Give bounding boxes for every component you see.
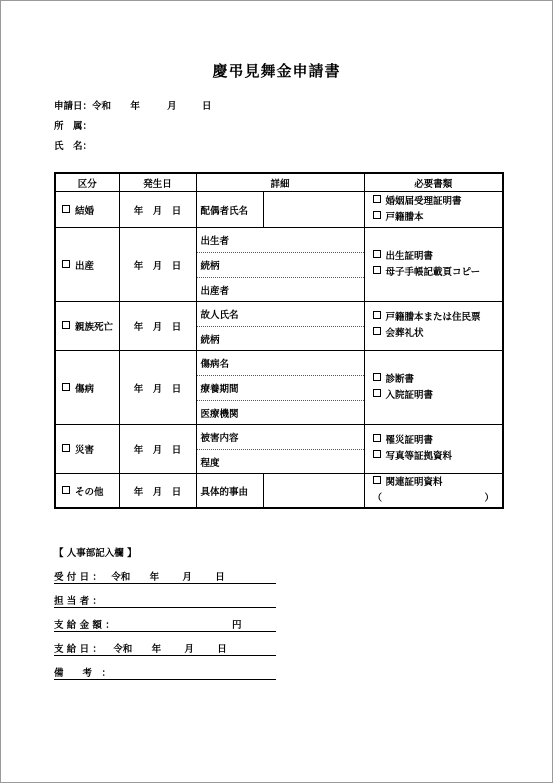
docs-cell	[364, 425, 503, 474]
date-cell: 年 月 日	[119, 425, 196, 474]
checkbox-icon[interactable]	[373, 311, 381, 319]
checkbox-icon[interactable]	[62, 444, 70, 452]
detail-label: 出生者	[197, 228, 364, 253]
detail-cell	[196, 474, 364, 509]
detail-label: 具体的事由	[197, 474, 264, 507]
docs-cell	[364, 302, 503, 351]
doc-item[interactable]: 母子手帳記載頁コピー	[373, 265, 503, 281]
table-row	[55, 425, 503, 474]
table-row	[55, 351, 503, 425]
apply-year-label: 年	[130, 101, 140, 112]
divider	[54, 631, 276, 632]
hr-remarks-row[interactable]	[54, 665, 276, 679]
date-cell: 年 月 日	[119, 228, 196, 302]
checkbox-icon[interactable]	[373, 373, 381, 381]
table-row	[55, 228, 503, 302]
doc-item[interactable]: 診断書	[373, 372, 503, 388]
checkbox-icon[interactable]	[373, 250, 381, 258]
table-row	[55, 302, 503, 351]
detail-label: 医療機関	[200, 408, 239, 420]
detail-input[interactable]	[263, 192, 364, 227]
doc-item[interactable]: 婚姻届受理証明書	[373, 194, 503, 210]
hr-paydate-row[interactable]	[54, 641, 276, 655]
apply-month-label: 月	[167, 101, 177, 112]
category-cell[interactable]	[55, 192, 119, 228]
detail-cell	[196, 351, 364, 425]
paren-close: ）	[484, 492, 494, 504]
date-cell: 年 月 日	[119, 474, 196, 509]
category-label: 傷病	[75, 383, 95, 395]
detail-label: 故人氏名	[197, 302, 364, 327]
hr-person-row[interactable]	[54, 593, 276, 607]
docs-cell	[364, 228, 503, 302]
detail-label: 続柄	[200, 334, 220, 346]
category-cell[interactable]	[55, 351, 119, 425]
detail-label: 出産者	[200, 285, 230, 297]
detail-label: 続柄	[197, 253, 364, 278]
checkbox-icon[interactable]	[373, 211, 381, 219]
col-header-date: 発生日	[119, 173, 196, 192]
hr-amount-row[interactable]	[54, 617, 276, 631]
detail-cell	[196, 192, 364, 228]
apply-date-line	[54, 98, 212, 112]
detail-cell	[196, 302, 364, 351]
detail-input[interactable]	[263, 474, 364, 507]
hr-paydate-label: 支 給 日 ：	[54, 644, 102, 655]
category-cell[interactable]	[55, 302, 119, 351]
detail-label: 被害内容	[197, 425, 364, 450]
category-label: 親族死亡	[75, 322, 114, 333]
detail-cell	[196, 228, 364, 302]
hr-day-label: 日	[215, 572, 225, 583]
doc-item[interactable]: 出生証明書	[373, 249, 503, 265]
col-header-docs: 必要書類	[364, 173, 503, 192]
hr-month-label: 月	[182, 572, 192, 583]
date-cell: 年 月 日	[119, 302, 196, 351]
date-cell: 年 月 日	[119, 192, 196, 228]
doc-item[interactable]: 関連証明資料	[373, 475, 503, 491]
hr-received-row[interactable]	[54, 569, 276, 583]
detail-label: 療養期間	[197, 376, 364, 401]
paren-open: （	[372, 492, 383, 504]
checkbox-icon[interactable]	[373, 266, 381, 274]
table-row	[55, 474, 503, 509]
docs-cell	[364, 192, 503, 228]
detail-label: 程度	[200, 457, 220, 469]
category-label: その他	[75, 486, 104, 498]
hr-person-label: 担 当 者 ：	[54, 596, 102, 607]
hr-day-label: 日	[217, 644, 227, 655]
divider	[54, 607, 276, 608]
date-cell: 年 月 日	[119, 351, 196, 425]
category-label: 結婚	[75, 205, 95, 217]
hr-received-label: 受 付 日 ：	[54, 572, 102, 583]
hr-remarks-label: 備 考 ：	[54, 668, 112, 679]
table-row	[55, 192, 503, 228]
paren-field[interactable]	[373, 491, 503, 507]
category-cell[interactable]	[55, 474, 119, 509]
checkbox-icon[interactable]	[373, 450, 381, 458]
detail-label: 配偶者氏名	[197, 192, 264, 227]
divider	[54, 583, 276, 584]
category-label: 出産	[75, 260, 95, 272]
doc-item[interactable]: 会葬礼状	[373, 326, 503, 342]
hr-section-title: 【 人事部記入欄 】	[54, 548, 137, 559]
checkbox-icon[interactable]	[373, 434, 381, 442]
apply-date-label: 申請日：令和	[54, 101, 112, 112]
docs-cell	[364, 474, 503, 509]
category-label: 災害	[75, 445, 95, 456]
checkbox-icon[interactable]	[62, 383, 70, 391]
doc-item[interactable]: 写真等証拠資料	[373, 449, 503, 465]
detail-label: 傷病名	[197, 351, 364, 376]
doc-item[interactable]: 入院証明書	[373, 388, 503, 404]
divider	[54, 679, 276, 680]
hr-month-label: 月	[184, 644, 194, 655]
document-title: 慶弔見舞金申請書	[212, 62, 341, 80]
dept-label: 所 属：	[54, 121, 93, 132]
detail-cell	[196, 425, 364, 474]
hr-year-label: 年	[151, 644, 162, 655]
divider	[54, 655, 276, 656]
docs-cell	[364, 351, 503, 425]
col-header-detail: 詳細	[196, 173, 364, 192]
doc-item[interactable]: 戸籍謄本または住民票	[373, 310, 503, 326]
checkbox-icon[interactable]	[373, 327, 381, 335]
apply-day-label: 日	[201, 101, 212, 112]
hr-amount-label: 支 給 金 額 ：	[54, 620, 115, 631]
checkbox-icon[interactable]	[373, 389, 381, 397]
doc-item[interactable]: 戸籍謄本	[373, 210, 503, 226]
checkbox-icon[interactable]	[62, 260, 70, 268]
hr-reiwa-label: 令和	[113, 644, 133, 655]
name-label: 氏 名：	[54, 141, 93, 152]
category-cell[interactable]	[55, 228, 119, 302]
hr-yen-label: 円	[232, 620, 242, 631]
checkbox-icon[interactable]	[62, 321, 70, 329]
checkbox-icon[interactable]	[373, 476, 381, 484]
checkbox-icon[interactable]	[373, 195, 381, 203]
application-table	[54, 172, 504, 509]
hr-year-label: 年	[149, 572, 160, 583]
category-cell[interactable]	[55, 425, 119, 474]
doc-item[interactable]: 罹災証明書	[373, 433, 503, 449]
checkbox-icon[interactable]	[62, 486, 70, 494]
col-header-category: 区分	[55, 173, 119, 192]
checkbox-icon[interactable]	[62, 205, 70, 213]
hr-reiwa-label: 令和	[111, 572, 131, 583]
